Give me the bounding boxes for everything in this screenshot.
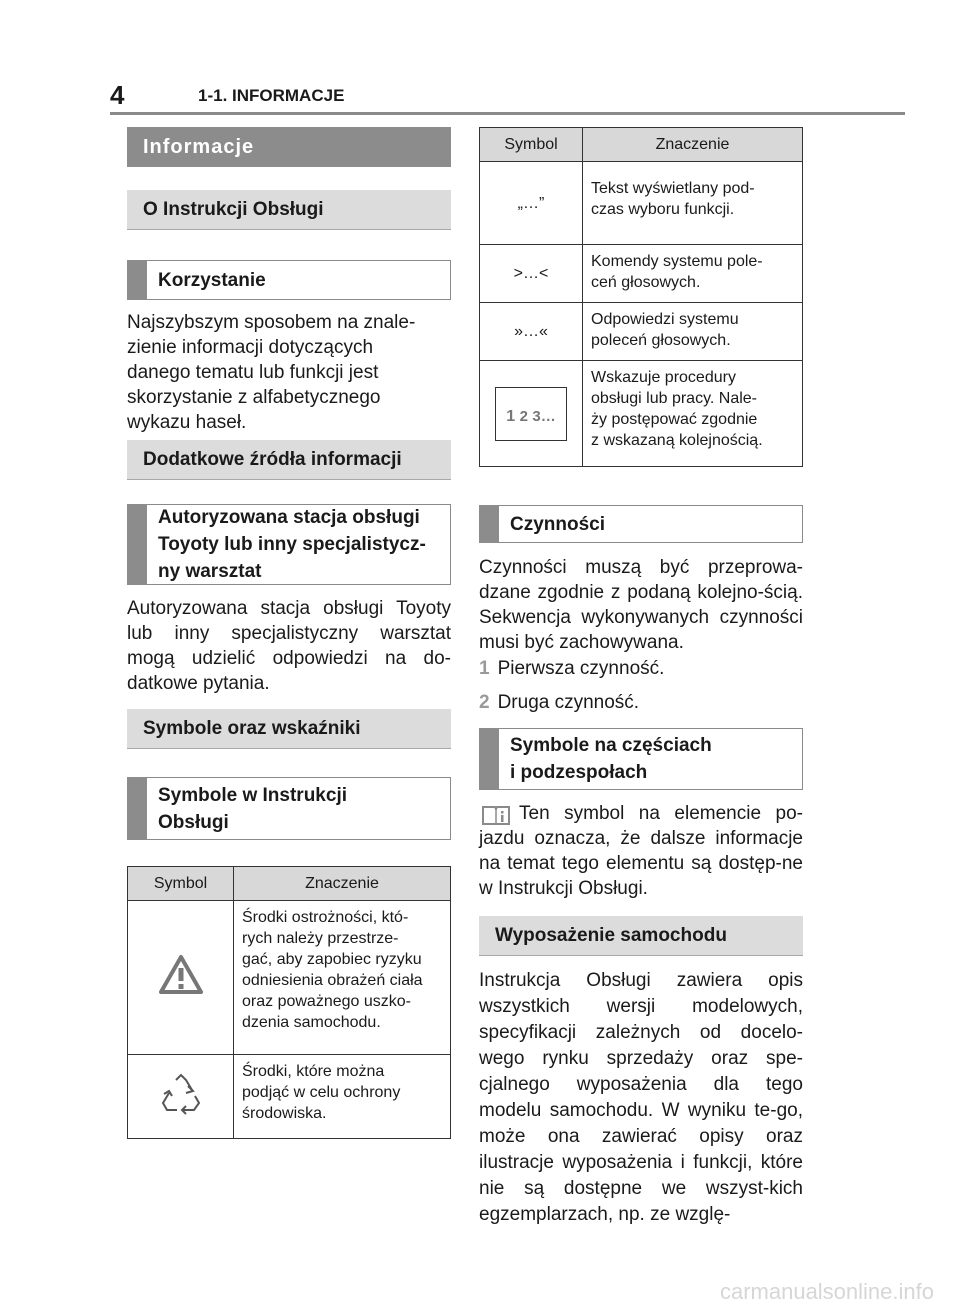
symbol-cell	[128, 901, 234, 1055]
step-item	[479, 692, 639, 714]
table-row	[128, 901, 451, 1055]
bar-heading-text: Symbole na częściach i podzespołach	[510, 735, 712, 783]
step-number: 1	[479, 658, 490, 679]
symbol-cell: »…«	[480, 303, 583, 361]
paragraph-stacja-obslugi: Autoryzowana stacja obsługi Toyoty lub inny specjalistyczny warsztat mogą udzielić odpowiedzi na do-datkowe pytania.	[127, 598, 451, 694]
paragraph-czynnosci: Czynności muszą być przeprowa-dzane zgodnie z podaną kolejno-ścią. Sekwencja wykonywanych czynności musi być zachowywana.	[479, 557, 803, 653]
main-heading-informacje: Informacje	[127, 127, 451, 167]
symbol-cell	[128, 1055, 234, 1139]
bar-heading-text: Czynności	[510, 513, 606, 535]
section-title: 1-1. INFORMACJE	[198, 86, 345, 105]
recycle-icon	[159, 1072, 203, 1116]
meaning-cell: Środki, które można podjąć w celu ochrony środowiska.	[234, 1055, 451, 1139]
meaning-cell: Komendy systemu pole- ceń głosowych.	[583, 245, 803, 303]
table-row	[480, 303, 803, 361]
step-digit: …	[540, 407, 556, 425]
meaning-cell: Środki ostrożności, któ- rych należy przestrze- gać, aby zapobiec ryzyku odniesienia obrażeń ciała oraz poważnego uszko- dzenia samochodu.	[234, 901, 451, 1055]
column-header-symbol: Symbol	[480, 128, 583, 162]
step-digit: 3	[532, 407, 541, 425]
step-item	[479, 658, 664, 680]
step-digit: 2	[519, 407, 528, 425]
bar-heading-symbole-czesci	[479, 728, 803, 790]
meaning-cell: Tekst wyświetlany pod- czas wyboru funkcji.	[583, 162, 803, 245]
bar-heading-czynnosci	[479, 505, 803, 543]
symbol-cell: >…<	[480, 245, 583, 303]
step-text: Druga czynność.	[497, 692, 640, 713]
watermark: carmanualsonline.info	[719, 1279, 934, 1304]
table-header-row	[480, 128, 803, 162]
paragraph-symbole-czesci: Ten symbol na elemencie po-jazdu oznacza, że dalsze informacje na temat tego elementu są dostęp-ne w Instrukcji Obsługi.	[479, 803, 803, 899]
subheading-o-instrukcji: O Instrukcji Obsługi	[127, 190, 451, 230]
bar-heading-text: Autoryzowana stacja obsługi Toyoty lub inny specjalistycz- ny warsztat	[158, 507, 426, 582]
symbol-cell	[480, 361, 583, 467]
column-header-meaning: Znaczenie	[234, 867, 451, 901]
meaning-cell: Wskazuje procedury obsługi lub pracy. Nale- ży postępować zgodnie z wskazaną kolejnością.	[583, 361, 803, 467]
meaning-cell: Odpowiedzi systemu poleceń głosowych.	[583, 303, 803, 361]
paragraph-korzystanie: Najszybszym sposobem na znale- zienie informacji dotyczących danego tematu lub funkcji jest skorzystanie z alfabetycznego wykazu haseł.	[127, 312, 416, 433]
bar-heading-stacja-obslugi	[127, 504, 451, 585]
header-rule	[110, 112, 905, 115]
step-sequence-box	[495, 387, 567, 441]
bar-heading-symbole-w-instrukcji	[127, 777, 451, 840]
bar-heading-text: Symbole w Instrukcji Obsługi	[158, 784, 347, 833]
column-header-symbol: Symbol	[128, 867, 234, 901]
symbol-cell: „…”	[480, 162, 583, 245]
column-header-meaning: Znaczenie	[583, 128, 803, 162]
subheading-dodatkowe-zrodla: Dodatkowe źródła informacji	[127, 440, 451, 480]
bar-heading-korzystanie	[127, 260, 451, 300]
bar-heading-text: Korzystanie	[158, 269, 266, 291]
table-row	[128, 1055, 451, 1139]
subheading-wyposazenie: Wyposażenie samochodu	[479, 916, 803, 956]
subheading-symbole-wskazniki: Symbole oraz wskaźniki	[127, 709, 451, 749]
table-header-row	[128, 867, 451, 901]
symbols-table-left	[127, 866, 451, 1139]
symbols-table-right	[479, 127, 803, 467]
table-row	[480, 361, 803, 467]
step-digit: 1	[506, 407, 516, 425]
table-row	[480, 162, 803, 245]
warning-triangle-icon	[158, 954, 204, 996]
page-number: 4	[110, 80, 125, 110]
table-row	[480, 245, 803, 303]
paragraph-wyposazenie: Instrukcja Obsługi zawiera opis wszystkich wersji modelowych, specyfikacji zależnych od docelo-wego rynku sprzedaży oraz spe-cjalnego wyposażenia dla tego modelu samochodu. W wyniku te-go, może ona zawierać opisy oraz ilustracje wyposażenia i funkcji, które nie są dostępne we wszyst-kich egzemplarzach, np. ze wzglę-	[479, 970, 803, 1225]
step-number: 2	[479, 692, 490, 713]
step-text: Pierwsza czynność.	[497, 658, 665, 679]
